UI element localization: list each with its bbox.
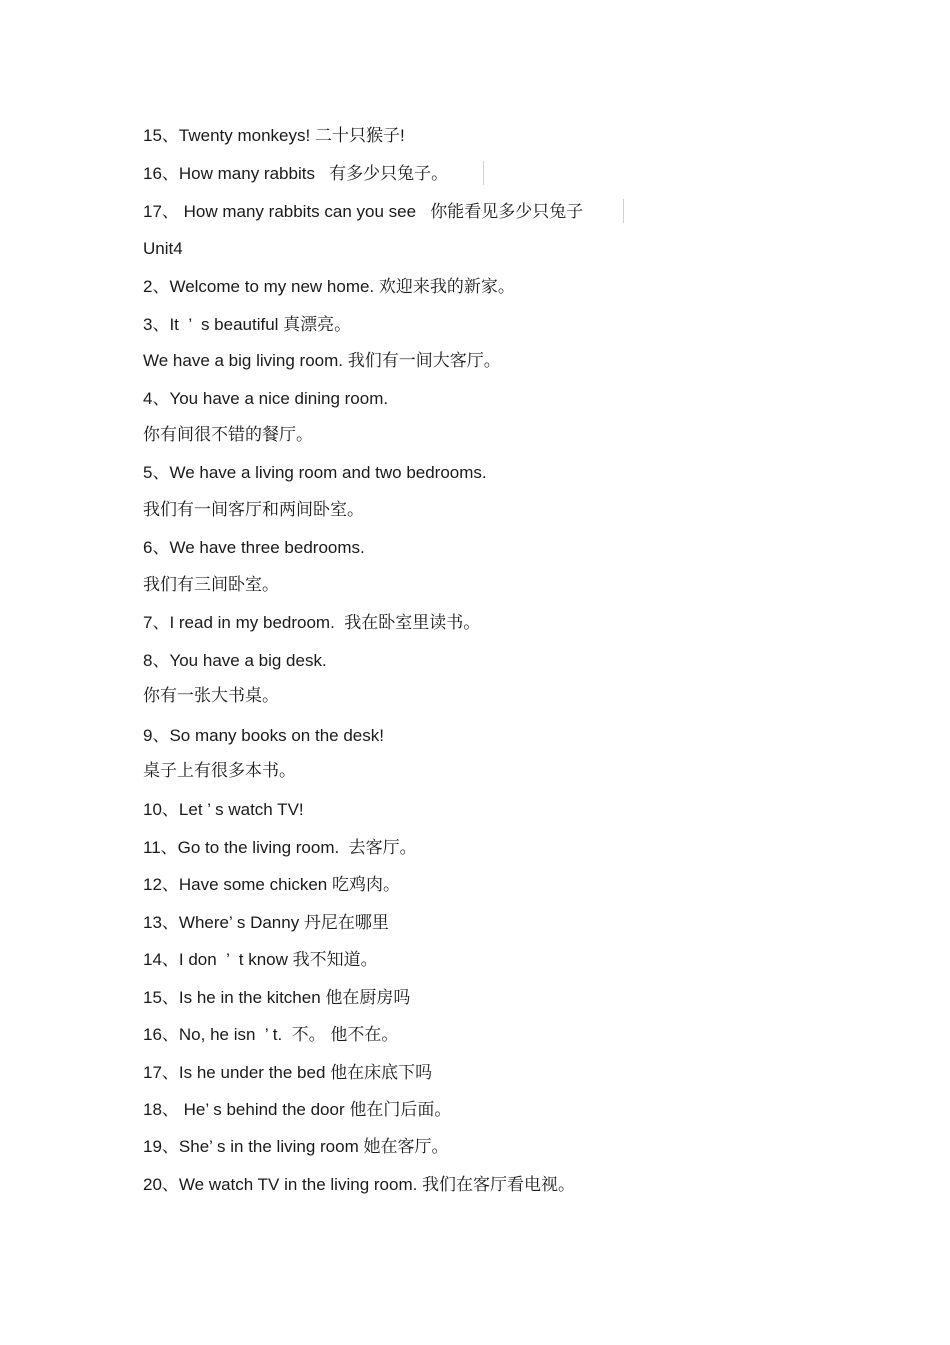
text-line-28: 19、She’ s in the living room 她在客厅。 [143, 1137, 449, 1156]
text-line-18: 桌子上有很多本书。 [143, 761, 296, 780]
text-line-7: We have a big living room. 我们有一间大客厅。 [143, 351, 501, 370]
text-line-24: 15、Is he in the kitchen 他在厨房吗 [143, 988, 411, 1007]
text-line-20: 11、Go to the living room. 去客厅。 [143, 838, 417, 857]
text-line-9: 你有间很不错的餐厅。 [143, 425, 313, 444]
text-line-3: 17、 How many rabbits can you see 你能看见多少只兔子 [143, 202, 584, 221]
text-line-5: 2、Welcome to my new home. 欢迎来我的新家。 [143, 277, 515, 296]
text-line-12: 6、We have three bedrooms. [143, 538, 365, 557]
text-line-17: 9、So many books on the desk! [143, 726, 384, 745]
text-line-8: 4、You have a nice dining room. [143, 389, 389, 408]
text-line-29: 20、We watch TV in the living room. 我们在客厅看电视。 [143, 1175, 576, 1194]
text-line-14: 7、I read in my bedroom. 我在卧室里读书。 [143, 613, 481, 632]
text-line-15: 8、You have a big desk. [143, 651, 327, 670]
text-line-19: 10、Let ’ s watch TV! [143, 800, 304, 819]
text-line-26: 17、Is he under the bed 他在床底下吗 [143, 1063, 433, 1082]
text-line-25: 16、No, he isn ’ t. 不。 他不在。 [143, 1025, 399, 1044]
text-line-10: 5、We have a living room and two bedrooms. [143, 463, 487, 482]
text-line-23: 14、I don ’ t know 我不知道。 [143, 950, 378, 969]
text-line-11: 我们有一间客厅和两间卧室。 [143, 500, 364, 519]
text-line-6: 3、It ’ s beautiful 真漂亮。 [143, 315, 352, 334]
text-line-13: 我们有三间卧室。 [143, 575, 279, 594]
text-line-27: 18、 He’ s behind the door 他在门后面。 [143, 1100, 452, 1119]
divider-mark [623, 199, 624, 223]
text-line-2: 16、How many rabbits 有多少只兔子。 [143, 164, 449, 183]
divider-mark [483, 161, 484, 185]
text-line-22: 13、Where’ s Danny 丹尼在哪里 [143, 913, 389, 932]
text-line-1: 15、Twenty monkeys! 二十只猴子! [143, 126, 405, 145]
text-line-16: 你有一张大书桌。 [143, 686, 279, 705]
text-line-4: Unit4 [143, 239, 183, 258]
text-line-21: 12、Have some chicken 吃鸡肉。 [143, 875, 400, 894]
